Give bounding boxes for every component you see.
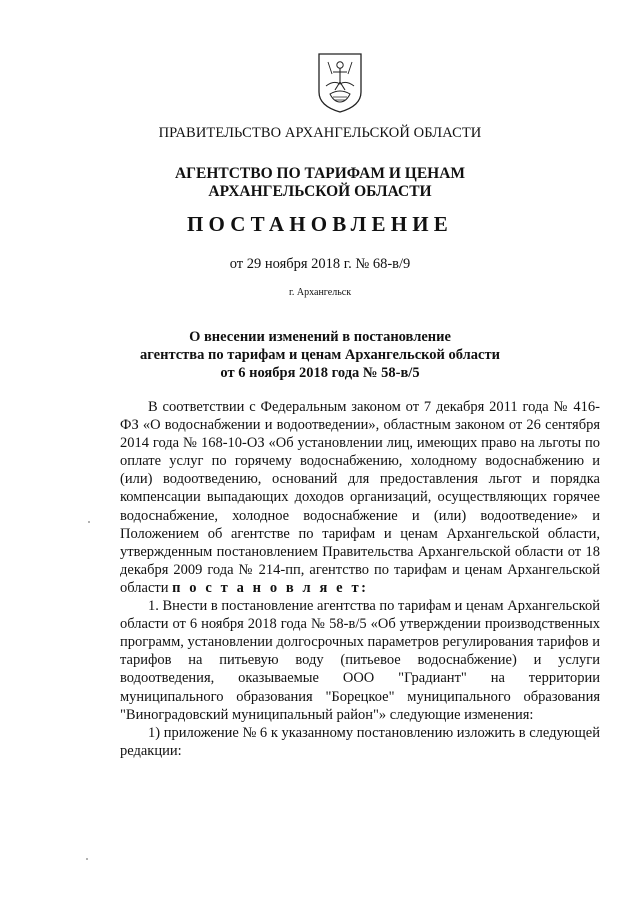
- subject-line-1: О внесении изменений в постановление: [189, 329, 451, 345]
- paragraph-preamble: [120, 398, 600, 597]
- agency-title-line-2: АРХАНГЕЛЬСКОЙ ОБЛАСТИ: [208, 183, 432, 200]
- document-date-number: от 29 ноября 2018 г. № 68-в/9: [229, 256, 411, 272]
- resolves-keyword: п о с т а н о в л я е т:: [172, 579, 369, 596]
- document-subject: [0, 328, 640, 382]
- agency-title-line-1: АГЕНТСТВО ПО ТАРИФАМ И ЦЕНАМ: [174, 165, 466, 182]
- paragraph-item-1: 1. Внести в постановление агентства по тарифам и ценам Архангельской области от 6 ноября 2018 года № 58-в/5 «Об утверждении производственных программ, установлении долгосрочных параметров регулирования тарифов и тарифов на питьевую воду (питьевое водоснабжение) и услуги водоотведения, оказываемые ООО "Градиант" на территории муниципального образования "Борецкое" муниципального образования "Виноградовский муниципальный район"» следующие изменения:: [120, 598, 600, 723]
- scan-speck: [86, 858, 88, 860]
- subject-line-2: агентства по тарифам и ценам Архангельской области: [140, 347, 500, 363]
- subject-line-3: от 6 ноября 2018 года № 58-в/5: [220, 365, 420, 381]
- document-city: г. Архангельск: [288, 287, 352, 298]
- preamble-text: В соответствии с Федеральным законом от 7 декабря 2011 года № 416-ФЗ «О водоснабжении и водоотведении», областным законом от 26 сентября 2014 года № 168-10-ОЗ «Об установлении лиц, имеющих право на льготы по оплате услуг по горячему водоснабжению, холодному водоснабжению и (или) водоотведению, оснований для предоставления льгот и порядка компенсации выпадающих доходов организаций, осуществляющих горячее водоснабжение, холодное водоснабжение и (или) водоотведение» и Положением об агентстве по тарифам и ценам Архангельской области, утвержденным постановлением Правительства Архангельской области от 18 декабря 2009 года № 214-пп, агентство по тарифам и ценам Архангельской области: [120, 399, 600, 596]
- agency-title: [0, 165, 640, 201]
- document-body: [120, 398, 600, 760]
- government-title: ПРАВИТЕЛЬСТВО АРХАНГЕЛЬСКОЙ ОБЛАСТИ: [158, 125, 482, 141]
- scan-speck: [88, 521, 90, 523]
- arkhangelsk-coat-of-arms-icon: [316, 52, 364, 114]
- document-type-heading: ПОСТАНОВЛЕНИЕ: [186, 212, 454, 236]
- paragraph-subitem-1: 1) приложение № 6 к указанному постановлению изложить в следующей редакции:: [120, 724, 600, 759]
